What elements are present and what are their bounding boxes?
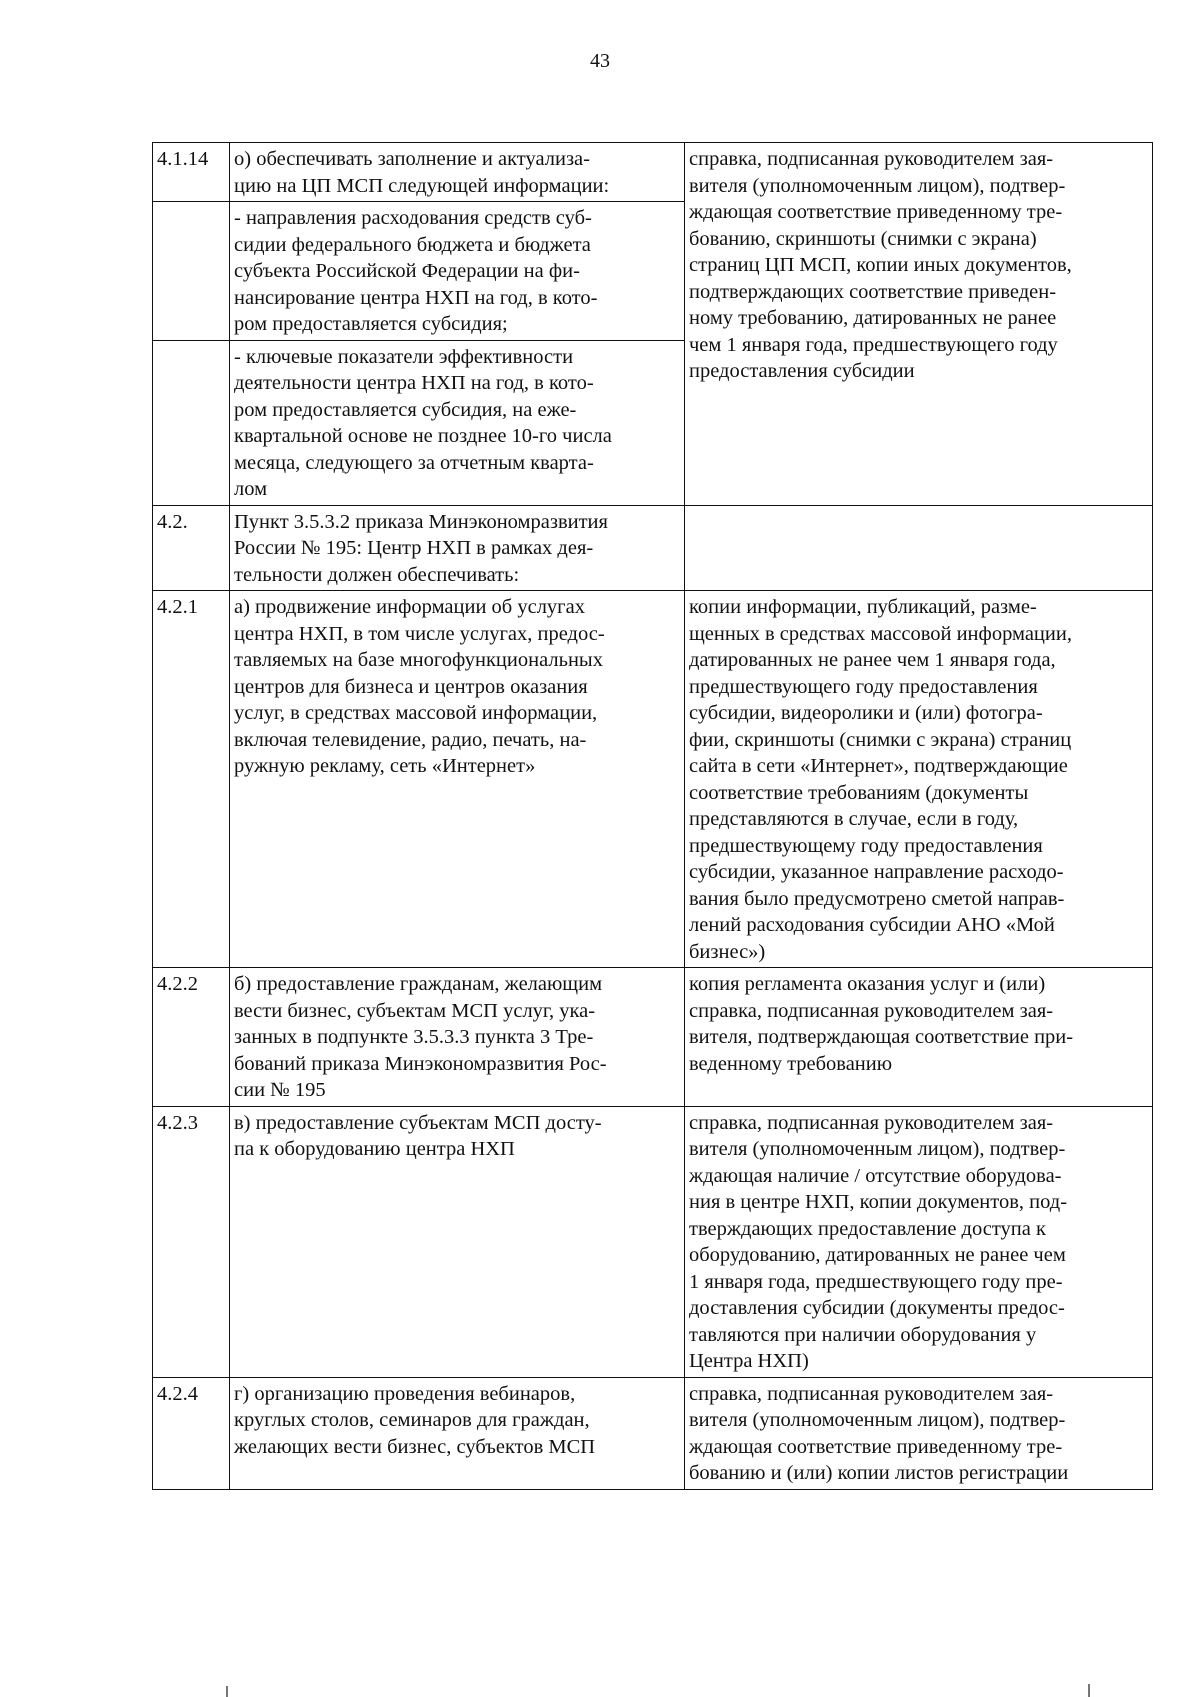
requirement-cell: Пункт 3.5.3.2 приказа Минэкономразвития России № 195: Центр НХП в рамках дея- тельности должен обеспечивать: [230,505,685,591]
row-number: 4.2.1 [153,591,230,968]
requirement-cell: о) обеспечивать заполнение и актуализа- цию на ЦП МСП следующей информации: [230,143,685,202]
requirement-cell: г) организацию проведения вебинаров, круглых столов, семинаров для граждан, желающих вести бизнес, субъектов МСП [230,1377,685,1489]
evidence-cell: копии информации, публикаций, разме- щенных в средствах массовой информации, датированных не ранее чем 1 января года, предшествующего году предоставления субсидии, видеоролики и (или) фотогра- фии, скриншоты (снимки с экрана) страниц сайта в сети «Интернет», подтверждающие соответствие требованиям (документы представляются в случае, если в году, предшествующему году предоставления субсидии, указанное направление расходо- вания было предусмотрено сметой направ- лений расходования субсидии АНО «Мой бизнес») [685,591,1153,968]
evidence-cell: справка, подписанная руководителем зая- вителя (уполномоченным лицом), подтвер- ждающая соответствие приведенному тре- бованию и (или) копии листов регистрации [685,1377,1153,1489]
row-number: 4.2. [153,505,230,591]
evidence-cell [685,505,1153,591]
table-row [153,143,1153,202]
table-row [153,1106,1153,1377]
row-number: 4.2.4 [153,1377,230,1489]
requirement-cell: б) предоставление гражданам, желающим вести бизнес, субъектам МСП услуг, ука- занных в подпункте 3.5.3.3 пункта 3 Тре- бований приказа Минэкономразвития Рос- сии № 195 [230,968,685,1107]
requirement-cell: а) продвижение информации об услугах центра НХП, в том числе услугах, предос- тавляемых на базе многофункциональных центров для бизнеса и центров оказания услуг, в средствах массовой информации, включая телевидение, радио, печать, на- ружную рекламу, сеть «Интернет» [230,591,685,968]
requirement-cell: в) предоставление субъектам МСП досту- па к оборудованию центра НХП [230,1106,685,1377]
requirements-table [152,142,1153,1490]
requirement-cell: - направления расходования средств суб- сидии федерального бюджета и бюджета субъекта Российской Федерации на фи- нансирование центра НХП на год, в кото- ром предоставляется субсидия; [230,202,685,341]
table-row [153,1377,1153,1489]
scan-mark [1088,1684,1090,1697]
evidence-cell: копия регламента оказания услуг и (или) справка, подписанная руководителем зая- вителя, подтверждающая соответствие при- веденному требованию [685,968,1153,1107]
table-row [153,968,1153,1107]
row-number: 4.2.3 [153,1106,230,1377]
scan-mark [226,1686,228,1697]
evidence-cell: справка, подписанная руководителем зая- вителя (уполномоченным лицом), подтвер- ждающая наличие / отсутствие оборудова- ния в центре НХП, копии документов, под- тверждающих предоставление доступа к оборудованию, датированных не ранее чем 1 января года, предшествующего году пре- доставления субсидии (документы предос- тавляются при наличии оборудования у Центра НХП) [685,1106,1153,1377]
row-number [153,202,230,341]
requirement-cell: - ключевые показатели эффективности деятельности центра НХП на год, в кото- ром предоставляется субсидия, на еже- квартальной основе не позднее 10-го числа месяца, следующего за отчетным кварта- лом [230,340,685,505]
table-row [153,591,1153,968]
row-number: 4.1.14 [153,143,230,202]
row-number [153,340,230,505]
row-number: 4.2.2 [153,968,230,1107]
page-number: 43 [590,50,610,72]
table-row [153,505,1153,591]
evidence-cell: справка, подписанная руководителем зая- вителя (уполномоченным лицом), подтвер- ждающая соответствие приведенному тре- бованию, скриншоты (снимки с экрана) страниц ЦП МСП, копии иных документов, подтверждающих соответствие приведен- ному требованию, датированных не ранее чем 1 января года, предшествующего году предоставления субсидии [685,143,1153,506]
